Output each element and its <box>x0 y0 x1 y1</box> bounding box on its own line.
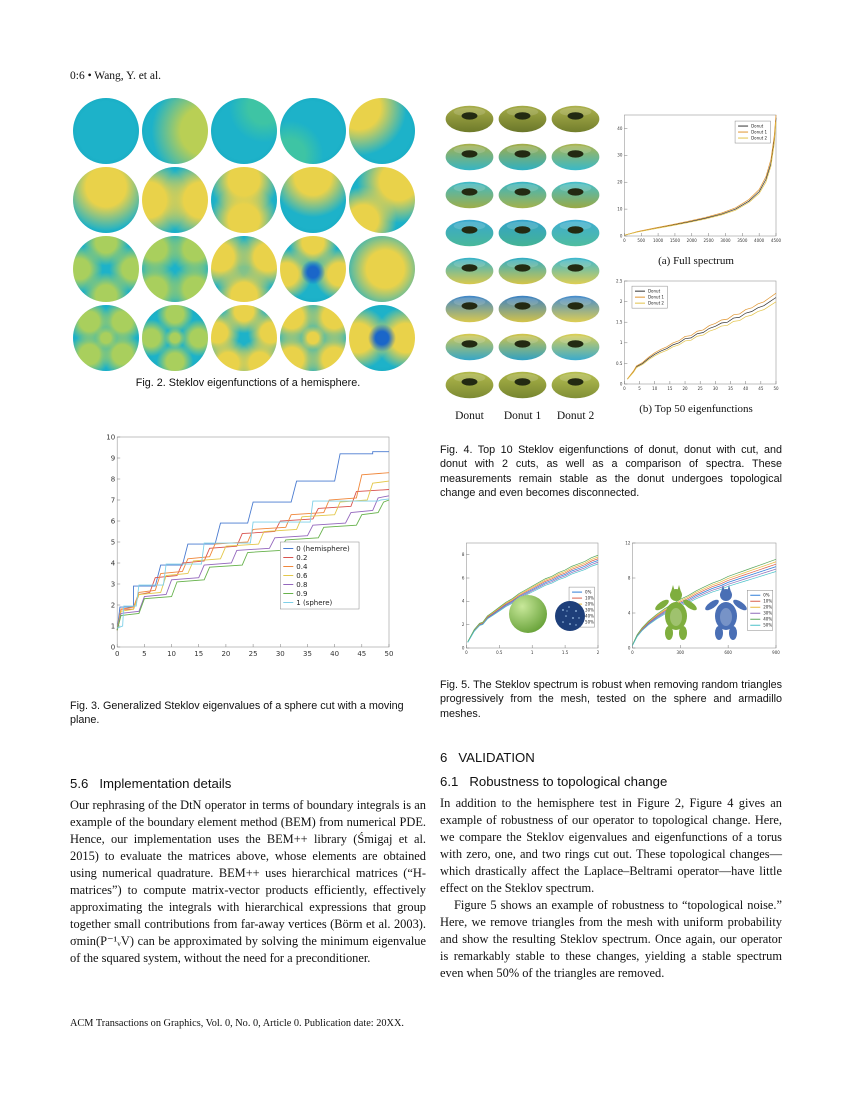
svg-text:3500: 3500 <box>737 238 748 243</box>
svg-text:25: 25 <box>697 386 703 391</box>
svg-text:40: 40 <box>617 125 623 131</box>
torus-image <box>549 329 602 365</box>
svg-text:50%: 50% <box>585 619 594 625</box>
svg-text:1000: 1000 <box>652 238 664 243</box>
svg-text:30: 30 <box>275 650 285 658</box>
svg-text:40%: 40% <box>585 613 594 619</box>
svg-text:8: 8 <box>461 552 465 558</box>
eigenfunction-circle <box>211 98 277 164</box>
svg-text:1.5: 1.5 <box>616 319 623 325</box>
svg-text:0 (hemisphere): 0 (hemisphere) <box>296 544 350 553</box>
svg-text:30%: 30% <box>763 610 773 616</box>
svg-text:10%: 10% <box>585 595 594 601</box>
svg-text:10: 10 <box>106 433 116 442</box>
eigenfunction-circle <box>142 167 208 233</box>
svg-text:0.2: 0.2 <box>296 553 308 562</box>
armadillo-blue-image <box>704 584 748 642</box>
eigenfunction-circle <box>349 98 415 164</box>
svg-text:45: 45 <box>758 386 764 391</box>
svg-text:2: 2 <box>461 622 465 628</box>
section-6-1-body <box>440 795 782 982</box>
torus-image <box>549 139 602 175</box>
svg-text:30: 30 <box>712 386 718 391</box>
svg-text:1500: 1500 <box>669 238 681 243</box>
eigenfunction-circle <box>211 305 277 371</box>
paragraph: Figure 5 shows an example of robustness to “topological noise.” Here, we remove triangles from the mesh with uniform probability and show the resulting Steklov spectrum. Once again, our operator is remarkably stable to these changes, yielding a stable spectrum even when 50% of the triangles are removed. <box>440 897 782 980</box>
figure-5-caption: Fig. 5. The Steklov spectrum is robust when removing random triangles progressively from the mesh, tested on the sphere and armadillo meshes. <box>440 679 782 720</box>
figure-4-column-labels <box>443 410 602 422</box>
svg-text:10%: 10% <box>763 598 773 604</box>
svg-text:35: 35 <box>727 386 734 391</box>
eigenfunction-circle <box>280 167 346 233</box>
armadillo-green-image <box>654 584 698 642</box>
svg-text:30: 30 <box>617 152 623 158</box>
svg-text:0: 0 <box>631 650 634 655</box>
svg-text:35: 35 <box>302 650 312 658</box>
figure-3-chart <box>95 432 395 662</box>
eigenfunction-circle <box>142 236 208 302</box>
svg-text:0.9: 0.9 <box>296 589 308 598</box>
svg-text:2500: 2500 <box>703 238 714 243</box>
torus-image <box>549 291 602 327</box>
svg-text:2000: 2000 <box>686 238 697 243</box>
svg-text:0.5: 0.5 <box>496 650 503 655</box>
eigenfunction-circle <box>73 236 139 302</box>
svg-text:0: 0 <box>465 650 468 655</box>
torus-image <box>496 101 549 137</box>
svg-text:0.5: 0.5 <box>616 360 623 366</box>
section-number: 5.6 <box>70 776 89 791</box>
svg-text:40: 40 <box>330 650 340 658</box>
figure-4a-caption: (a) Full spectrum <box>658 255 734 267</box>
svg-text:40: 40 <box>743 386 749 391</box>
eigenfunction-circle <box>280 236 346 302</box>
torus-image <box>496 329 549 365</box>
svg-text:4: 4 <box>461 598 465 604</box>
eigenfunction-circle <box>280 98 346 164</box>
svg-text:9: 9 <box>110 454 116 463</box>
eigenfunction-circle <box>73 305 139 371</box>
section-number: 6 <box>440 750 448 765</box>
torus-image <box>443 139 496 175</box>
svg-text:2: 2 <box>619 299 623 304</box>
svg-text:4000: 4000 <box>754 238 765 243</box>
paragraph: In addition to the hemisphere test in Figure 2, Figure 4 gives an example of robustness of our operator to topological change. Here, we compare the Steklov eigenvalues and eigenfunctions of a torus with zero, one, and two rings cut out. These topological changes—which drastically affect the Laplace–Beltrami operator—have little effect on the Steklov spectrum. <box>440 796 782 895</box>
svg-text:8: 8 <box>110 475 116 484</box>
figure-4-caption: Fig. 4. Top 10 Steklov eigenfunctions of donut, donut with cut, and donut with 2 cuts, as well as a comparison of spectra. These measurements remain stable as the donut undergoes topological change and even becomes disconnected. <box>440 444 782 500</box>
svg-text:10: 10 <box>652 386 658 391</box>
torus-image <box>443 367 496 403</box>
svg-text:1: 1 <box>530 650 534 655</box>
figure-5-right-plot <box>618 538 782 660</box>
svg-text:20: 20 <box>221 650 231 658</box>
svg-text:2.5: 2.5 <box>616 278 623 284</box>
svg-text:Donut 1: Donut 1 <box>647 294 664 300</box>
svg-text:20%: 20% <box>585 601 594 607</box>
sphere-image <box>508 594 548 634</box>
svg-text:8: 8 <box>627 575 631 581</box>
svg-text:5: 5 <box>142 650 147 658</box>
torus-image <box>496 215 549 251</box>
torus-image <box>496 291 549 327</box>
svg-text:Donut: Donut <box>751 123 764 129</box>
figure-4-torus-grid <box>443 100 602 404</box>
svg-text:4: 4 <box>627 610 631 616</box>
svg-text:40%: 40% <box>763 616 773 622</box>
svg-text:Donut 2: Donut 2 <box>751 135 768 141</box>
section-title: Robustness to topological change <box>469 774 668 789</box>
page-header: 0:6 • Wang, Y. et al. <box>70 70 162 82</box>
svg-text:0: 0 <box>623 386 626 391</box>
eigenfunction-circle <box>349 236 415 302</box>
section-title: VALIDATION <box>458 750 535 765</box>
svg-text:12: 12 <box>625 540 631 546</box>
column-label-donut-1: Donut 1 <box>503 410 542 422</box>
section-title: Implementation details <box>99 776 232 791</box>
eigenfunction-circle <box>142 98 208 164</box>
eigenfunction-circle <box>211 167 277 233</box>
torus-image <box>549 367 602 403</box>
svg-text:2: 2 <box>596 650 600 655</box>
figure-5b-chart <box>618 538 782 660</box>
eigenfunction-circle <box>142 305 208 371</box>
svg-text:0: 0 <box>461 645 465 651</box>
figure-4b-spectrum-chart <box>610 276 782 396</box>
eigenfunction-circle <box>349 167 415 233</box>
torus-image <box>443 215 496 251</box>
svg-text:Donut: Donut <box>647 288 661 294</box>
svg-text:0: 0 <box>627 645 631 651</box>
figure-2-caption: Fig. 2. Steklov eigenfunctions of a hemisphere. <box>135 377 361 389</box>
eigenfunction-circle <box>73 98 139 164</box>
svg-text:15: 15 <box>667 386 673 391</box>
svg-text:10: 10 <box>167 650 177 658</box>
svg-text:45: 45 <box>357 650 367 658</box>
svg-text:20: 20 <box>617 179 623 185</box>
column-label-donut: Donut <box>455 410 484 422</box>
torus-image <box>443 329 496 365</box>
svg-text:0.4: 0.4 <box>296 562 308 571</box>
svg-text:25: 25 <box>248 650 258 658</box>
svg-text:50: 50 <box>773 386 779 391</box>
figure-2-eigenfunction-grid <box>73 98 415 371</box>
svg-text:5: 5 <box>638 386 641 391</box>
section-6-heading <box>440 750 535 765</box>
svg-text:50%: 50% <box>763 622 773 628</box>
torus-image <box>496 139 549 175</box>
page-footer: ACM Transactions on Graphics, Vol. 0, No. 0, Article 0. Publication date: 20XX. <box>70 1018 404 1029</box>
figure-4a-spectrum-chart <box>610 110 782 248</box>
eigenfunction-circle <box>280 305 346 371</box>
svg-text:0.6: 0.6 <box>296 571 308 580</box>
svg-text:4500: 4500 <box>770 238 782 243</box>
eigenfunction-circle <box>211 236 277 302</box>
torus-image <box>443 101 496 137</box>
svg-text:50: 50 <box>384 650 394 658</box>
svg-text:0: 0 <box>623 238 626 243</box>
paragraph: Our rephrasing of the DtN operator in terms of boundary integrals is an example of the boundary element method (BEM) from numerical PDE. Hence, our implementation uses the BEM++ library (Śmigaj et al. 2015) to evaluate the matrices above, whose elements are obtained using numerical quadrature. BEM++ uses hierarchical matrices (“H-matrices”) to compute matrix-vector products efficiently, effectively approximating the integrals with hierarchical expressions that group together small contributions from far-away vertices (Börm et al. 2003). σmin(P⁻¹ᵥV) can be approximated by solving the minimum eigenvalue of the squared system, without the need for a preconditioner. <box>70 798 426 965</box>
column-label-donut-2: Donut 2 <box>556 410 595 422</box>
svg-text:15: 15 <box>194 650 204 658</box>
torus-image <box>443 177 496 213</box>
belly-highlight <box>670 608 682 626</box>
svg-text:0.8: 0.8 <box>296 580 308 589</box>
svg-text:0%: 0% <box>585 589 592 595</box>
torus-image <box>549 215 602 251</box>
svg-text:5: 5 <box>110 538 116 547</box>
svg-text:0: 0 <box>619 381 623 387</box>
torus-image <box>549 177 602 213</box>
torus-image <box>549 253 602 289</box>
svg-text:1 (sphere): 1 (sphere) <box>296 598 333 607</box>
svg-text:900: 900 <box>772 650 780 655</box>
torus-image <box>496 177 549 213</box>
svg-text:20%: 20% <box>763 604 773 610</box>
svg-text:1: 1 <box>110 622 116 631</box>
svg-text:0: 0 <box>110 643 116 652</box>
svg-text:Donut 2: Donut 2 <box>647 300 664 306</box>
eigenfunction-circle <box>349 305 415 371</box>
figure-3-caption: Fig. 3. Generalized Steklov eigenvalues of a sphere cut with a moving plane. <box>70 700 404 727</box>
svg-text:7: 7 <box>110 496 116 505</box>
torus-image <box>549 101 602 137</box>
svg-text:300: 300 <box>676 650 685 655</box>
section-6-1-heading <box>440 774 667 789</box>
svg-text:1.5: 1.5 <box>561 650 569 655</box>
belly-highlight <box>720 608 732 626</box>
noisy-sphere-image <box>554 600 586 632</box>
svg-text:Donut 1: Donut 1 <box>751 129 768 135</box>
svg-text:0: 0 <box>114 650 120 658</box>
section-number: 6.1 <box>440 774 459 789</box>
svg-text:2: 2 <box>110 601 116 610</box>
svg-text:600: 600 <box>724 650 732 655</box>
svg-text:10: 10 <box>617 206 623 212</box>
svg-text:20: 20 <box>682 386 688 391</box>
svg-text:6: 6 <box>461 575 465 581</box>
eigenfunction-circle <box>73 167 139 233</box>
svg-text:0: 0 <box>619 233 623 239</box>
svg-text:4: 4 <box>110 559 116 568</box>
svg-text:0%: 0% <box>763 592 770 598</box>
section-5-6-heading <box>70 776 231 791</box>
figure-5-left-plot <box>452 538 604 660</box>
svg-text:1: 1 <box>619 340 623 346</box>
svg-text:3: 3 <box>110 580 116 589</box>
figure-4b-caption: (b) Top 50 eigenfunctions <box>639 403 753 415</box>
svg-text:500: 500 <box>637 238 646 243</box>
section-5-6-body <box>70 797 426 967</box>
torus-image <box>443 253 496 289</box>
svg-text:3000: 3000 <box>720 238 731 243</box>
svg-text:6: 6 <box>110 517 116 526</box>
svg-text:30%: 30% <box>585 607 594 613</box>
torus-image <box>443 291 496 327</box>
torus-image <box>496 253 549 289</box>
torus-image <box>496 367 549 403</box>
